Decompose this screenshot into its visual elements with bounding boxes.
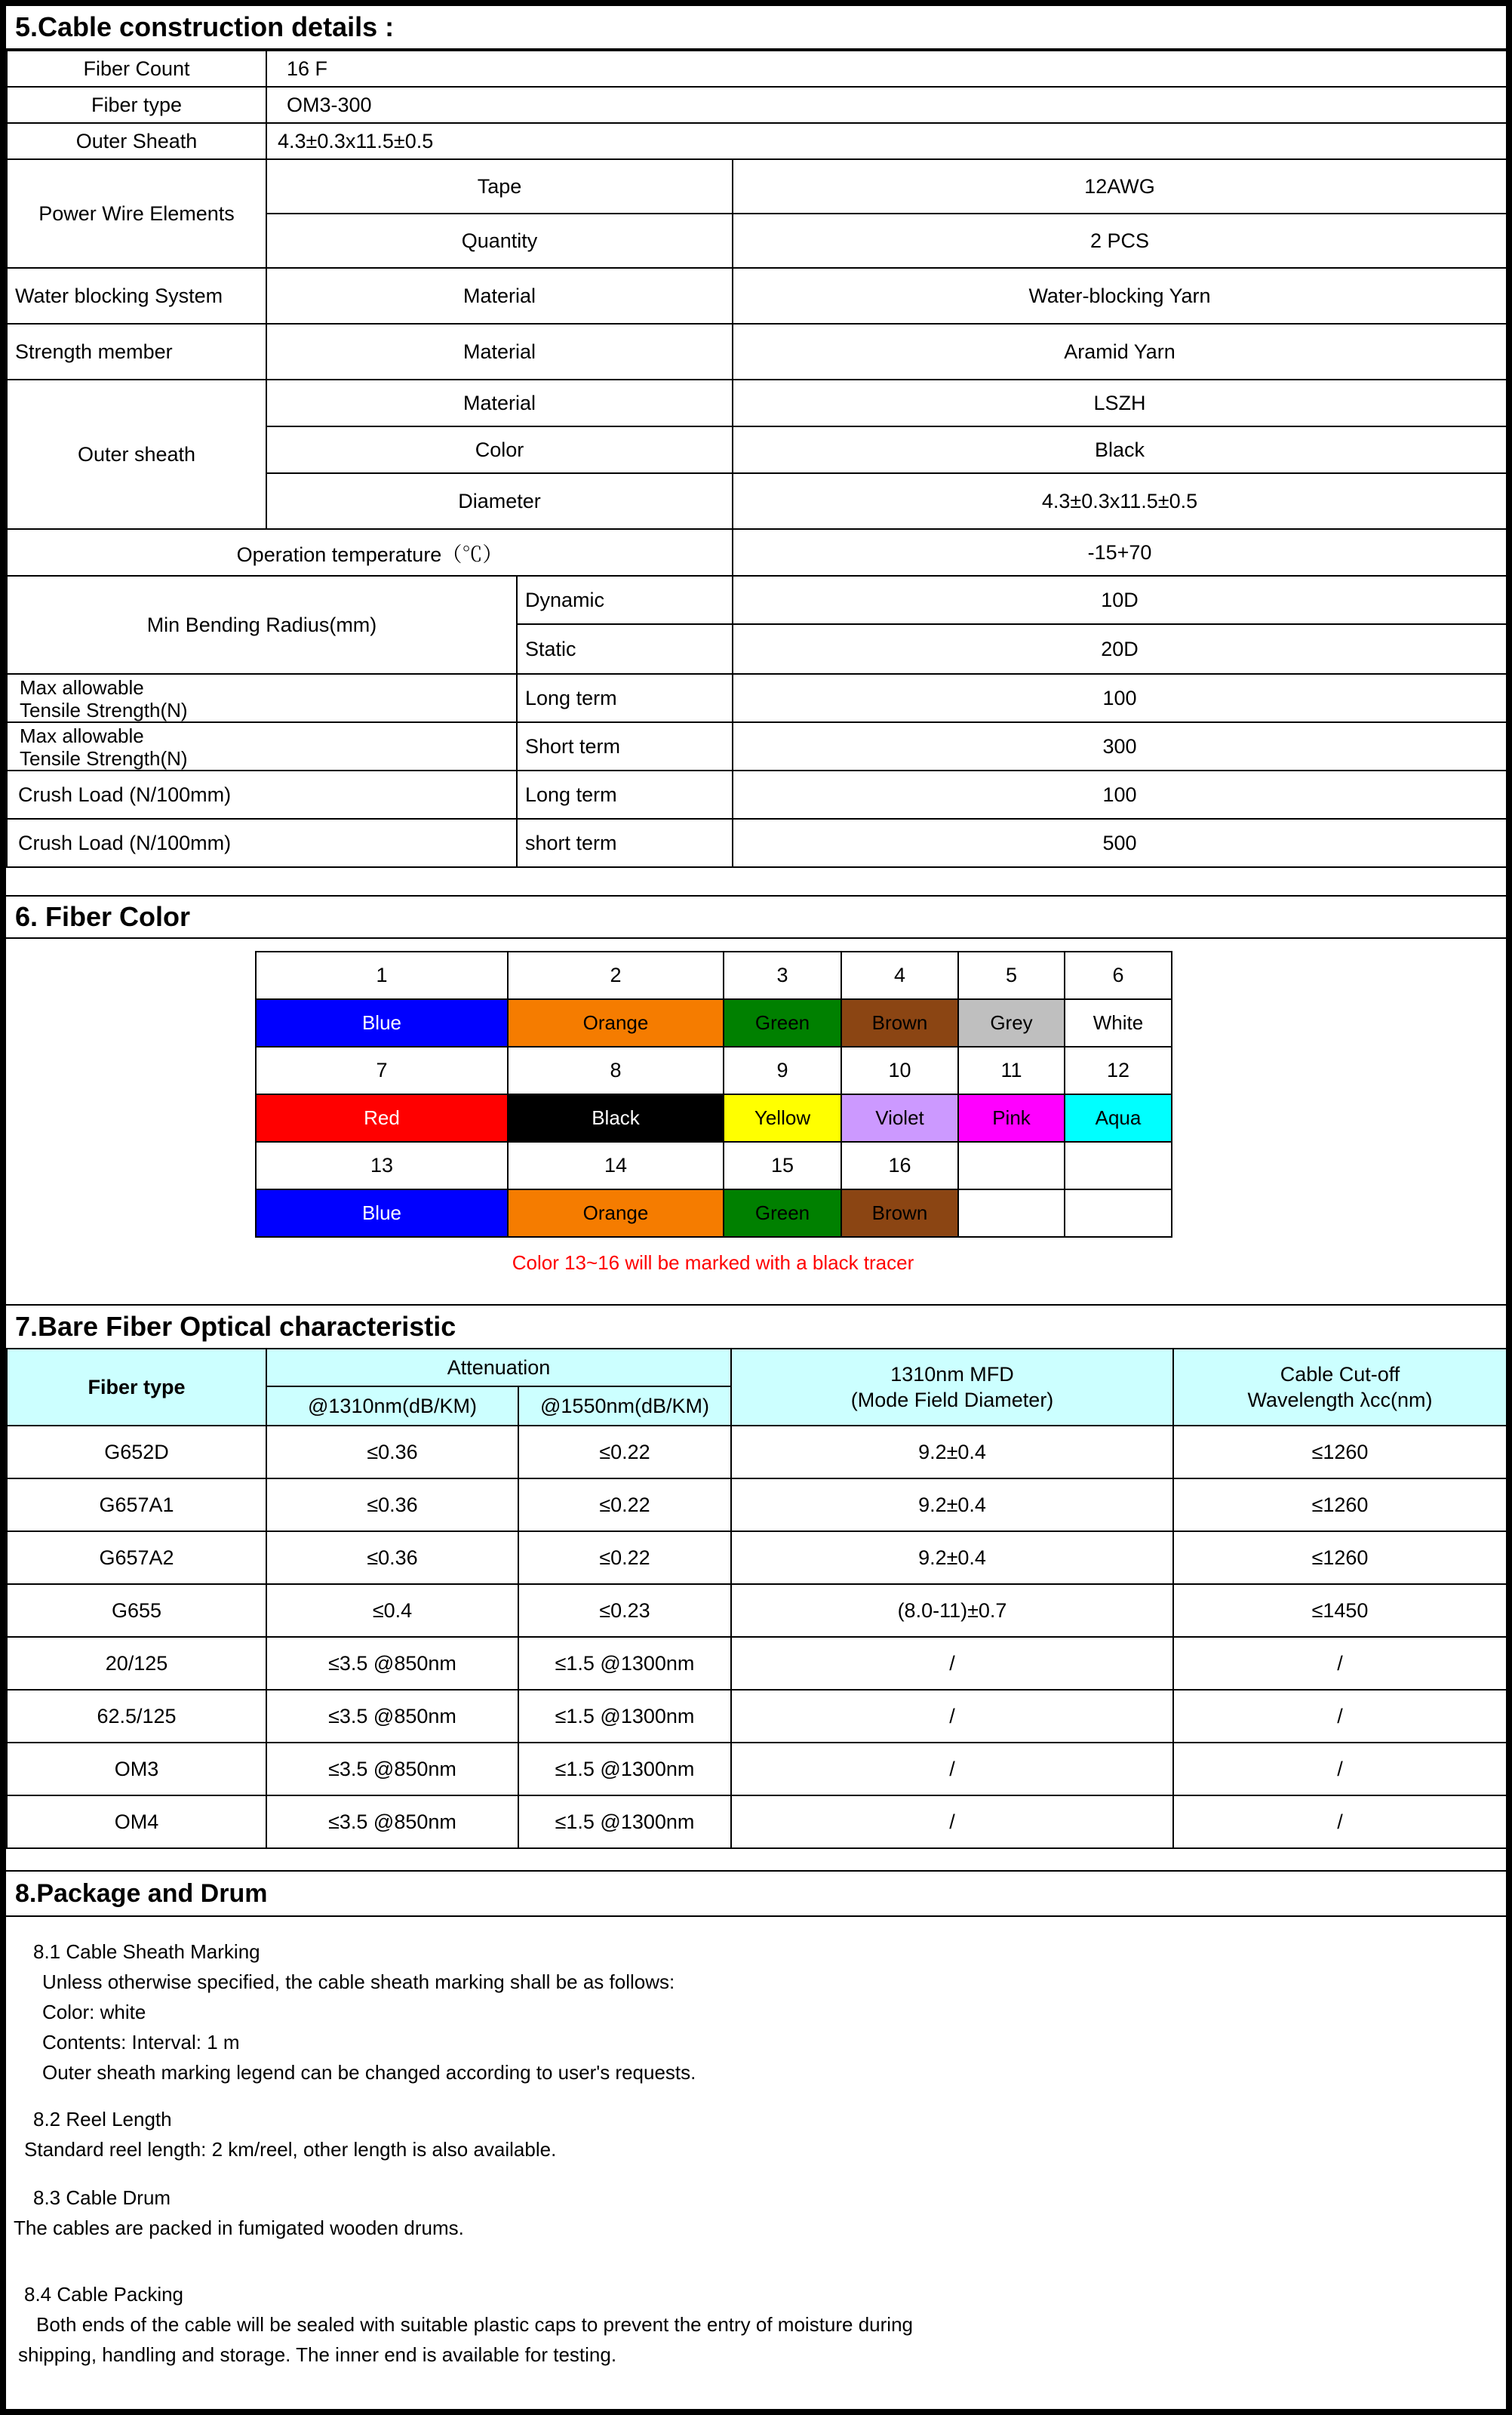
table-row — [7, 87, 1507, 123]
text-line: Contents: Interval: 1 m — [42, 2031, 240, 2054]
sub-label-cell: Color — [266, 426, 733, 473]
table-row — [7, 1637, 1507, 1690]
value-cell: Aramid Yarn — [733, 324, 1507, 380]
table-row — [256, 1047, 1172, 1094]
table-row — [7, 380, 1507, 426]
section-spacer — [6, 868, 1506, 895]
label-line: Tensile Strength(N) — [20, 699, 188, 721]
table-row — [7, 576, 1507, 624]
cable-construction-table — [6, 50, 1507, 868]
table-row — [7, 1584, 1507, 1637]
fiber-number-cell: 11 — [958, 1047, 1065, 1094]
value-cell: ≤3.5 @850nm — [266, 1637, 518, 1690]
sub-label-cell: Diameter — [266, 473, 733, 529]
table-row — [256, 999, 1172, 1047]
fiber-color-cell: Orange — [508, 999, 724, 1047]
table-row — [7, 529, 1507, 576]
section8-title: 8.Package and Drum — [6, 1870, 1506, 1917]
table-row — [256, 1142, 1172, 1189]
value-cell: / — [731, 1743, 1173, 1795]
label-cell — [7, 722, 517, 771]
table-row — [7, 722, 1507, 771]
fiber-number-cell: 5 — [958, 952, 1065, 999]
fiber-color-cell: Green — [724, 1189, 841, 1237]
fiber-number-cell: 15 — [724, 1142, 841, 1189]
fiber-color-cell: Grey — [958, 999, 1065, 1047]
value-cell: 9.2±0.4 — [731, 1426, 1173, 1478]
value-cell: 4.3±0.3x11.5±0.5 — [266, 123, 1507, 159]
fiber-color-table — [255, 951, 1172, 1238]
fiber-number-cell: 16 — [841, 1142, 958, 1189]
fiber-number-cell: 13 — [256, 1142, 508, 1189]
header-cell — [731, 1349, 1173, 1426]
value-cell: ≤0.22 — [518, 1478, 731, 1531]
table-row — [7, 1690, 1507, 1743]
fiber-number-cell: 10 — [841, 1047, 958, 1094]
value-cell: ≤3.5 @850nm — [266, 1743, 518, 1795]
section5-title: 5.Cable construction details : — [6, 6, 1506, 50]
table-row — [7, 268, 1507, 324]
value-cell: 16 F — [266, 51, 1507, 87]
table-row — [7, 123, 1507, 159]
fiber-number-cell: 3 — [724, 952, 841, 999]
fiber-type-cell: OM3 — [7, 1743, 266, 1795]
fiber-number-cell — [958, 1142, 1065, 1189]
sub-label-cell: short term — [517, 819, 733, 867]
label-cell: Fiber Count — [7, 51, 266, 87]
label-cell: Outer sheath — [7, 380, 266, 529]
fiber-color-cell: White — [1065, 999, 1172, 1047]
fiber-number-cell: 2 — [508, 952, 724, 999]
fiber-color-cell: Aqua — [1065, 1094, 1172, 1142]
label-cell: Water blocking System — [7, 268, 266, 324]
label-cell: Power Wire Elements — [7, 159, 266, 268]
fiber-color-cell: Brown — [841, 1189, 958, 1237]
text-line: Color: white — [42, 2001, 146, 2023]
header-line: 1310nm MFD — [890, 1363, 1014, 1386]
value-cell: / — [731, 1690, 1173, 1743]
package-and-drum-text — [6, 1917, 1506, 2409]
text-line: Unless otherwise specified, the cable sheath marking shall be as follows: — [42, 1970, 675, 1993]
value-cell: 12AWG — [733, 159, 1507, 214]
optical-characteristic-table — [6, 1348, 1507, 1849]
header-cell: @1550nm(dB/KM) — [518, 1386, 731, 1426]
fiber-type-cell: G657A2 — [7, 1531, 266, 1584]
text-line: Both ends of the cable will be sealed with suitable plastic caps to prevent the entry of moisture during — [36, 2313, 913, 2336]
table-row — [256, 1094, 1172, 1142]
value-cell: ≤1.5 @1300nm — [518, 1690, 731, 1743]
fiber-type-cell: G652D — [7, 1426, 266, 1478]
header-line: Wavelength λcc(nm) — [1247, 1389, 1433, 1411]
fiber-color-cell: Yellow — [724, 1094, 841, 1142]
label-line: Max allowable — [20, 724, 144, 747]
value-cell: / — [731, 1637, 1173, 1690]
value-cell: / — [1173, 1690, 1507, 1743]
fiber-type-cell: G655 — [7, 1584, 266, 1637]
text-line: Standard reel length: 2 km/reel, other length is also available. — [24, 2138, 557, 2161]
value-cell: LSZH — [733, 380, 1507, 426]
fiber-color-cell: Brown — [841, 999, 958, 1047]
table-row — [7, 819, 1507, 867]
value-cell: / — [731, 1795, 1173, 1848]
value-cell: ≤3.5 @850nm — [266, 1795, 518, 1848]
value-cell: ≤1260 — [1173, 1478, 1507, 1531]
value-cell: 2 PCS — [733, 214, 1507, 268]
table-row — [7, 1531, 1507, 1584]
fiber-color-cell: Red — [256, 1094, 508, 1142]
text-line: shipping, handling and storage. The inner end is available for testing. — [18, 2343, 617, 2366]
value-cell: ≤0.36 — [266, 1426, 518, 1478]
label-cell: Fiber type — [7, 87, 266, 123]
label-cell: Operation temperature（℃） — [7, 529, 733, 576]
sub-label-cell: Long term — [517, 674, 733, 722]
section7-title: 7.Bare Fiber Optical characteristic — [6, 1304, 1506, 1348]
value-cell: ≤0.23 — [518, 1584, 731, 1637]
sub-label-cell: Material — [266, 268, 733, 324]
fiber-number-cell: 14 — [508, 1142, 724, 1189]
table-row — [7, 771, 1507, 819]
value-cell: 10D — [733, 576, 1507, 624]
fiber-number-cell: 7 — [256, 1047, 508, 1094]
fiber-number-cell: 8 — [508, 1047, 724, 1094]
header-cell — [1173, 1349, 1507, 1426]
table-row — [7, 1426, 1507, 1478]
fiber-color-cell: Black — [508, 1094, 724, 1142]
header-line: (Mode Field Diameter) — [850, 1389, 1054, 1411]
sub-label-cell: Material — [266, 380, 733, 426]
value-cell: ≤0.22 — [518, 1531, 731, 1584]
value-cell: ≤0.22 — [518, 1426, 731, 1478]
text-line: 8.4 Cable Packing — [24, 2283, 184, 2306]
label-cell — [7, 674, 517, 722]
label-cell: Min Bending Radius(mm) — [7, 576, 517, 674]
value-cell: (8.0-11)±0.7 — [731, 1584, 1173, 1637]
table-row — [7, 1795, 1507, 1848]
label-line: Tensile Strength(N) — [20, 747, 188, 770]
value-cell: 300 — [733, 722, 1507, 771]
fiber-color-cell — [1065, 1189, 1172, 1237]
fiber-type-cell: 62.5/125 — [7, 1690, 266, 1743]
fiber-color-cell — [958, 1189, 1065, 1237]
sub-label-cell: Tape — [266, 159, 733, 214]
fiber-number-cell: 4 — [841, 952, 958, 999]
fiber-number-cell: 1 — [256, 952, 508, 999]
value-cell: 9.2±0.4 — [731, 1478, 1173, 1531]
section-spacer — [6, 1287, 1506, 1304]
header-line: Cable Cut-off — [1280, 1363, 1400, 1386]
header-cell: Fiber type — [7, 1349, 266, 1426]
fiber-type-cell: 20/125 — [7, 1637, 266, 1690]
fiber-number-cell: 9 — [724, 1047, 841, 1094]
table-row — [7, 1743, 1507, 1795]
value-cell: ≤1260 — [1173, 1531, 1507, 1584]
sub-label-cell: Quantity — [266, 214, 733, 268]
table-row — [256, 952, 1172, 999]
table-row — [256, 1189, 1172, 1237]
label-cell: Crush Load (N/100mm) — [7, 771, 517, 819]
fiber-number-cell: 6 — [1065, 952, 1172, 999]
value-cell: 20D — [733, 624, 1507, 674]
fiber-color-cell: Blue — [256, 1189, 508, 1237]
fiber-number-cell — [1065, 1142, 1172, 1189]
value-cell: 100 — [733, 771, 1507, 819]
table-row — [7, 674, 1507, 722]
sub-label-cell: Material — [266, 324, 733, 380]
value-cell: ≤0.4 — [266, 1584, 518, 1637]
text-line: 8.2 Reel Length — [33, 2108, 172, 2130]
fiber-color-cell: Violet — [841, 1094, 958, 1142]
sub-label-cell: Long term — [517, 771, 733, 819]
value-cell: ≤0.36 — [266, 1531, 518, 1584]
label-cell: Outer Sheath — [7, 123, 266, 159]
label-cell: Crush Load (N/100mm) — [7, 819, 517, 867]
sub-label-cell: Static — [517, 624, 733, 674]
section6-title: 6. Fiber Color — [6, 895, 1506, 939]
table-row — [7, 159, 1507, 214]
value-cell: / — [1173, 1795, 1507, 1848]
value-cell: Black — [733, 426, 1507, 473]
table-row — [7, 1478, 1507, 1531]
value-cell: ≤1.5 @1300nm — [518, 1795, 731, 1848]
label-cell: Strength member — [7, 324, 266, 380]
fiber-color-cell: Pink — [958, 1094, 1065, 1142]
fiber-color-note: Color 13~16 will be marked with a black tracer — [512, 1251, 914, 1274]
text-line: 8.1 Cable Sheath Marking — [33, 1940, 260, 1963]
fiber-color-cell: Blue — [256, 999, 508, 1047]
value-cell: ≤1.5 @1300nm — [518, 1743, 731, 1795]
text-line: Outer sheath marking legend can be changed according to user's requests. — [42, 2061, 696, 2084]
value-cell: OM3-300 — [266, 87, 1507, 123]
header-cell: @1310nm(dB/KM) — [266, 1386, 518, 1426]
value-cell: 100 — [733, 674, 1507, 722]
text-line: The cables are packed in fumigated wooden drums. — [14, 2217, 464, 2239]
value-cell: ≤1450 — [1173, 1584, 1507, 1637]
value-cell: 500 — [733, 819, 1507, 867]
label-line: Max allowable — [20, 676, 144, 699]
value-cell: ≤1260 — [1173, 1426, 1507, 1478]
value-cell: -15+70 — [733, 529, 1507, 576]
fiber-color-cell: Green — [724, 999, 841, 1047]
sub-label-cell: Dynamic — [517, 576, 733, 624]
table-header-row — [7, 1349, 1507, 1386]
text-line: 8.3 Cable Drum — [33, 2186, 171, 2209]
value-cell: ≤1.5 @1300nm — [518, 1637, 731, 1690]
table-row — [7, 51, 1507, 87]
section-spacer — [6, 1849, 1506, 1870]
value-cell: Water-blocking Yarn — [733, 268, 1507, 324]
value-cell: ≤3.5 @850nm — [266, 1690, 518, 1743]
header-cell: Attenuation — [266, 1349, 731, 1386]
table-row — [7, 324, 1507, 380]
fiber-color-cell: Orange — [508, 1189, 724, 1237]
value-cell: 4.3±0.3x11.5±0.5 — [733, 473, 1507, 529]
fiber-type-cell: G657A1 — [7, 1478, 266, 1531]
fiber-number-cell: 12 — [1065, 1047, 1172, 1094]
value-cell: / — [1173, 1637, 1507, 1690]
value-cell: / — [1173, 1743, 1507, 1795]
fiber-type-cell: OM4 — [7, 1795, 266, 1848]
sub-label-cell: Short term — [517, 722, 733, 771]
value-cell: 9.2±0.4 — [731, 1531, 1173, 1584]
value-cell: ≤0.36 — [266, 1478, 518, 1531]
section-spacer — [6, 939, 1506, 951]
